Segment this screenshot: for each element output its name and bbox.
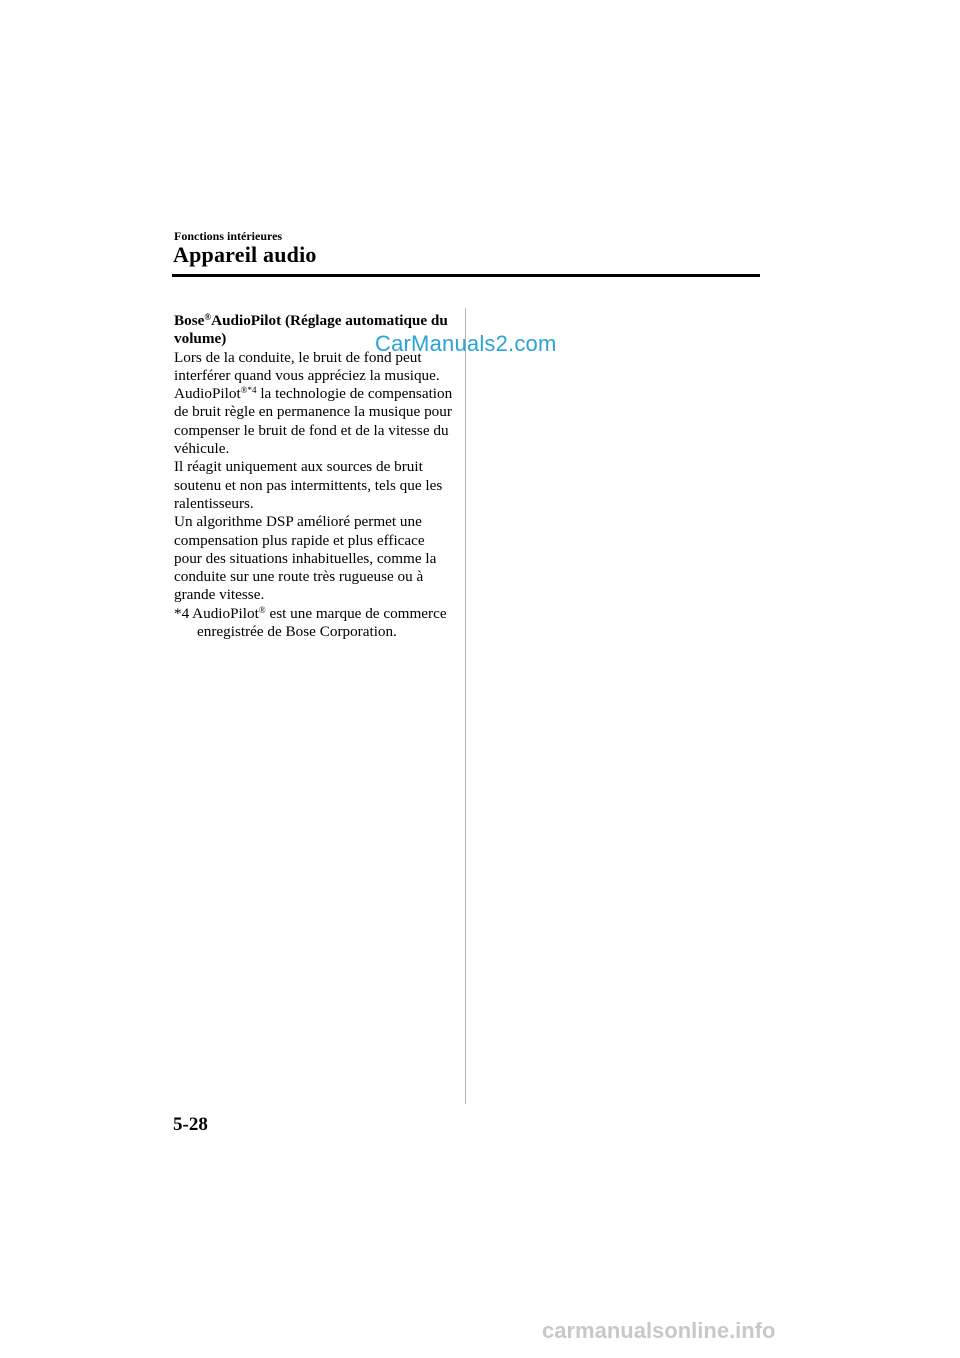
paragraph-4: Un algorithme DSP amélioré permet une compensation plus rapide et plus efficace pour des situations inhabituelles, comme la conduite sur une route très rugueuse ou à grande vitesse. [174, 513, 437, 604]
heading-text-post: AudioPilot (Réglage automatique du volume) [174, 312, 448, 348]
watermark-carmanualsonline: carmanualsonline.info [542, 1318, 776, 1343]
section-label: Fonctions intérieures [174, 229, 283, 243]
footnote-registered-mark: ® [258, 604, 266, 615]
paragraph-1: Lors de la conduite, le bruit de fond peut interférer quand vous appréciez la musique. [174, 348, 440, 384]
heading-text-pre: Bose [174, 312, 205, 329]
section-title: Appareil audio [173, 242, 317, 267]
column-divider [465, 308, 466, 1104]
footnote [174, 605, 454, 642]
paragraph-2-pre: AudioPilot [174, 385, 241, 403]
registered-footnote-mark: ®*4 [240, 385, 257, 396]
footnote-pre: *4 AudioPilot [174, 604, 259, 622]
paragraph-3: Il réagit uniquement aux sources de bruit soutenu et non pas intermittents, tels que les ralentisseurs. [174, 458, 443, 512]
watermark-carmanuals2: CarManuals2.com [375, 331, 557, 356]
footnote-post: est une marque de commerce enregistrée de Bose Corporation. [197, 604, 447, 641]
page-number: 5-28 [173, 1114, 208, 1135]
registered-mark: ® [204, 312, 212, 322]
paragraph-2 [174, 385, 454, 458]
header-divider [172, 274, 760, 277]
left-column [174, 312, 454, 641]
paragraph-2-post: la technologie de compensation de bruit règle en permanence la musique pour compenser le bruit de fond et de la vitesse du véhicule. [174, 385, 453, 458]
